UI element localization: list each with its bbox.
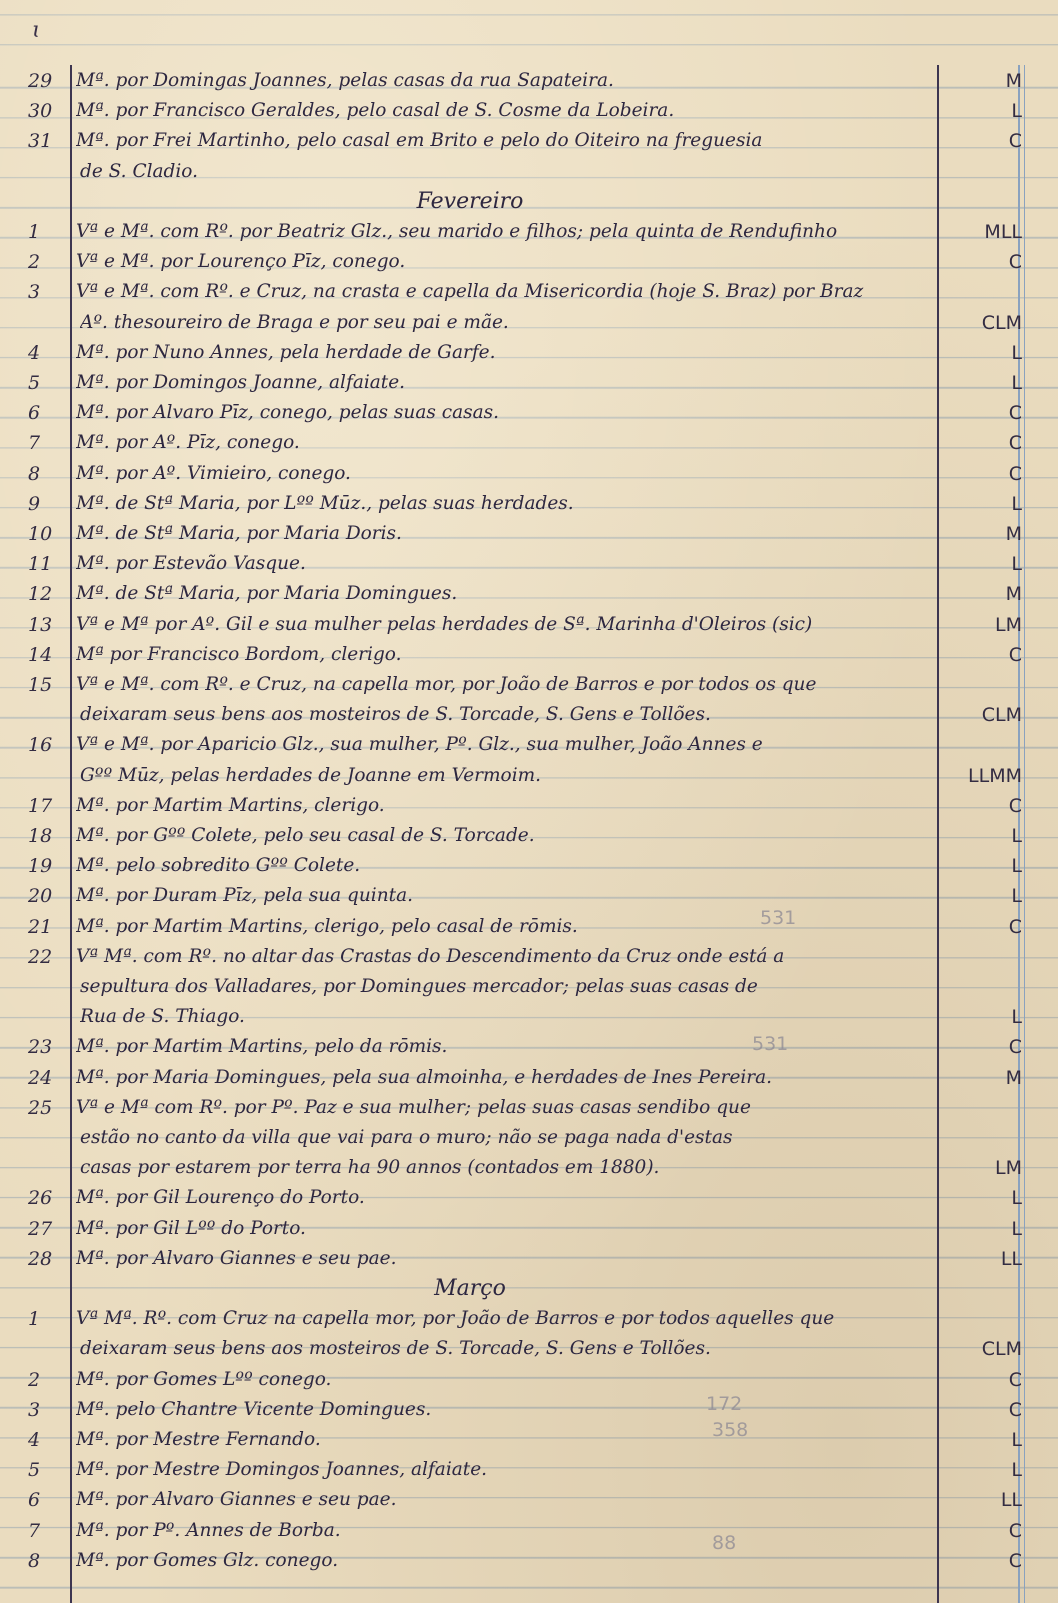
entry-text: Mª. por Alvaro Giannes e seu pae.: [76, 1489, 397, 1511]
entry-day-number: 4: [28, 1429, 41, 1451]
entry-text: Mª. por Gºº Colete, pelo seu casal de S. Torcade.: [76, 825, 535, 846]
ledger-row: [0, 1095, 1058, 1125]
entry-text: Rua de S. Thiago.: [80, 1006, 245, 1028]
ledger-row: [0, 128, 1058, 158]
entry-text: Mª. de Stª Maria, por Maria Doris.: [76, 523, 402, 544]
entry-text: Mª. de Stª Maria, por Lºº Mūz., pelas suas herdades.: [76, 492, 574, 514]
entry-text: Mª. por Gil Lºº do Porto.: [76, 1217, 306, 1239]
ledger-row: [0, 702, 1058, 732]
entry-text: Mª. de Stª Maria, por Maria Domingues.: [76, 583, 458, 605]
entry-day-number: 5: [28, 1459, 41, 1482]
entry-code: CLM: [981, 704, 1022, 727]
entry-day-number: 26: [28, 1187, 53, 1210]
ledger-row: [0, 1004, 1058, 1034]
entry-text: Vª e Mª. por Aparicio Glz., sua mulher, Pº. Glz., sua mulher, João Annes e: [76, 734, 763, 756]
entry-text: Mª. por Domingos Joanne, alfaiate.: [76, 372, 406, 393]
ledger-row: [0, 310, 1058, 340]
entry-code: MLL: [984, 221, 1022, 243]
ledger-row: [0, 1155, 1058, 1185]
month-heading: Fevereiro: [416, 188, 524, 214]
entry-text: Mª. por Gil Lourenço do Porto.: [76, 1187, 365, 1209]
entry-text: Mª. por Domingas Joannes, pelas casas da rua Sapateira.: [76, 70, 614, 91]
entry-text: deixaram seus bens aos mosteiros de S. Torcade, S. Gens e Tollões.: [80, 704, 711, 726]
entry-text: Mª. por Pº. Annes de Borba.: [76, 1519, 341, 1541]
ledger-row: [0, 883, 1058, 913]
entry-day-number: 20: [28, 885, 53, 908]
entry-text: de S. Cladio.: [80, 160, 199, 182]
ledger-row: [0, 1367, 1058, 1397]
entry-day-number: 24: [28, 1066, 53, 1089]
pencil-note: 88: [712, 1532, 737, 1554]
entry-text: Mª. por Alvaro Pīz, conego, pelas suas casas.: [76, 402, 500, 424]
entry-text: Vª e Mª. com Rº. e Cruz, na crasta e capella da Misericordia (hoje S. Braz) por Braz: [76, 281, 864, 303]
ledger-row: [0, 732, 1058, 762]
entry-code: L: [1011, 341, 1022, 364]
entry-day-number: 2: [28, 251, 41, 274]
entry-code: CLM: [981, 1338, 1022, 1361]
ledger-row: [0, 1487, 1058, 1517]
ledger-row: [0, 551, 1058, 581]
entry-day-number: 18: [28, 825, 53, 847]
entry-day-number: 22: [28, 945, 53, 968]
entry-text: estão no canto da villa que vai para o muro; não se paga nada d'estas: [80, 1127, 733, 1148]
entry-code: M: [1005, 523, 1022, 545]
entry-code: M: [1005, 70, 1022, 92]
entry-text: Vª e Mª. com Rº. e Cruz, na capella mor, por João de Barros e por todos os que: [76, 674, 817, 695]
entry-day-number: 3: [28, 281, 41, 304]
entry-code: L: [1011, 553, 1022, 576]
entry-code: C: [1008, 1549, 1022, 1572]
entry-day-number: 4: [28, 341, 41, 364]
entry-code: C: [1008, 1398, 1022, 1421]
entry-day-number: 10: [28, 523, 53, 545]
month-heading-row: [0, 189, 1058, 219]
entry-code: C: [1008, 130, 1022, 153]
entry-day-number: 3: [28, 1398, 41, 1421]
ledger-row: [0, 340, 1058, 370]
entry-text: Mª. pelo Chantre Vicente Domingues.: [76, 1398, 432, 1420]
ledger-row: [0, 612, 1058, 642]
entry-day-number: 15: [28, 674, 53, 696]
pencil-note: 358: [712, 1419, 749, 1441]
entry-text: Mª. por Mestre Domingos Joannes, alfaiate.: [76, 1459, 488, 1481]
entry-day-number: 12: [28, 583, 53, 606]
ledger-row: [0, 1216, 1058, 1246]
ledger-row: [0, 461, 1058, 491]
ledger-row: [0, 1336, 1058, 1366]
entry-text: Mª. por Gomes Glz. conego.: [76, 1549, 339, 1571]
entry-code: M: [1005, 1066, 1022, 1089]
ledger-row: [0, 823, 1058, 853]
ledger-row: [0, 1125, 1058, 1155]
entry-code: C: [1008, 643, 1022, 666]
ledger-row: [0, 1065, 1058, 1095]
entry-code: C: [1008, 915, 1022, 938]
entry-text: sepultura dos Valladares, por Domingues mercador; pelas suas casas de: [80, 976, 758, 997]
entry-day-number: 7: [28, 1519, 41, 1542]
entry-text: Mª. por Martim Martins, clerigo, pelo casal de rōmis.: [76, 915, 578, 937]
ledger-row: [0, 1246, 1058, 1276]
pencil-note: 172: [706, 1393, 743, 1415]
entry-code: C: [1008, 1368, 1022, 1391]
ledger-row: [0, 853, 1058, 883]
entry-text: casas por estarem por terra ha 90 annos (contados em 1880).: [80, 1157, 660, 1179]
ledger-row: [0, 521, 1058, 551]
ledger-row: [0, 159, 1058, 189]
entry-code: CLM: [981, 311, 1022, 334]
entry-code: L: [1011, 825, 1022, 847]
ledger-row: [0, 1548, 1058, 1578]
page-corner-mark: ɩ: [32, 18, 41, 43]
ledger-row: [0, 793, 1058, 823]
entry-text: Mª. por Duram Pīz, pela sua quinta.: [76, 885, 413, 907]
entry-text: Mª. pelo sobredito Gºº Colete.: [76, 855, 361, 877]
entry-text: Mª. por Mestre Fernando.: [76, 1429, 321, 1450]
entry-code: L: [1011, 100, 1022, 123]
entry-text: Vª e Mª por Aº. Gil e sua mulher pelas herdades de Sª. Marinha d'Oleiros (sic): [76, 613, 813, 635]
entry-day-number: 7: [28, 432, 41, 455]
entry-text: Vª e Mª com Rº. por Pº. Paz e sua mulher; pelas suas casas sendibo que: [76, 1096, 751, 1118]
entry-day-number: 29: [28, 70, 53, 92]
entry-code: C: [1008, 402, 1022, 425]
entry-day-number: 23: [28, 1036, 53, 1059]
ledger-row: [0, 672, 1058, 702]
ledger-row: [0, 944, 1058, 974]
pencil-note: 531: [752, 1033, 789, 1055]
ledger-row: [0, 1034, 1058, 1064]
entry-text: Mª. por Maria Domingues, pela sua almoinha, e herdades de Ines Pereira.: [76, 1066, 773, 1088]
entry-code: M: [1005, 583, 1022, 606]
entry-code: C: [1008, 1519, 1022, 1542]
ledger-row: [0, 219, 1058, 249]
ledger-row: [0, 98, 1058, 128]
ledger-row: [0, 249, 1058, 279]
ledger-row: [0, 974, 1058, 1004]
entry-day-number: 14: [28, 643, 53, 666]
entry-text: Vª Mª. com Rº. no altar das Crastas do Descendimento da Cruz onde está a: [76, 945, 785, 967]
entry-text: Mª. por Martim Martins, pelo da rōmis.: [76, 1036, 448, 1058]
entry-day-number: 21: [28, 915, 53, 938]
entry-day-number: 30: [28, 100, 53, 123]
entry-day-number: 8: [28, 1549, 41, 1572]
entry-day-number: 6: [28, 402, 41, 425]
entry-code: C: [1008, 794, 1022, 817]
entry-text: Mª. por Alvaro Giannes e seu pae.: [76, 1247, 397, 1269]
entry-text: Mª. por Aº. Vimieiro, conego.: [76, 462, 351, 484]
entry-text: Mª. por Gomes Lºº conego.: [76, 1368, 332, 1390]
entry-text: Mª. por Estevão Vasque.: [76, 553, 306, 575]
entry-day-number: 27: [28, 1217, 53, 1240]
entry-text: Vª e Mª. por Lourenço Pīz, conego.: [76, 251, 406, 273]
entry-text: deixaram seus bens aos mosteiros de S. Torcade, S. Gens e Tollões.: [80, 1338, 711, 1360]
entry-code: L: [1011, 855, 1022, 878]
ledger-row: [0, 642, 1058, 672]
entry-day-number: 8: [28, 462, 41, 485]
entry-day-number: 28: [28, 1247, 53, 1270]
ledger-row: [0, 1185, 1058, 1215]
entry-text: Mª. por Martim Martins, clerigo.: [76, 794, 385, 816]
entry-day-number: 11: [28, 553, 53, 576]
ledger-row: [0, 1457, 1058, 1487]
entry-text: Mª. por Francisco Geraldes, pelo casal de S. Cosme da Lobeira.: [76, 100, 675, 122]
entry-code: L: [1011, 372, 1022, 394]
entry-code: LL: [1000, 1489, 1022, 1512]
ledger-row: [0, 1306, 1058, 1336]
ledger-row: [0, 1397, 1058, 1427]
entry-code: LL: [1000, 1247, 1022, 1270]
entry-code: LM: [995, 1157, 1022, 1180]
entry-day-number: 17: [28, 794, 53, 817]
entry-code: L: [1011, 1187, 1022, 1210]
ledger-row: [0, 1427, 1058, 1457]
ledger-row: [0, 914, 1058, 944]
entry-code: C: [1008, 1036, 1022, 1059]
ledger-row: [0, 430, 1058, 460]
entry-code: L: [1011, 885, 1022, 908]
entry-day-number: 6: [28, 1489, 41, 1512]
entry-day-number: 5: [28, 372, 41, 394]
ledger-row: [0, 763, 1058, 793]
entry-code: C: [1008, 251, 1022, 274]
ledger-row: [0, 68, 1058, 98]
entry-text: Mª por Francisco Bordom, clerigo.: [76, 643, 402, 665]
entry-text: Vª e Mª. com Rº. por Beatriz Glz., seu marido e filhos; pela quinta de Rendufinho: [76, 221, 838, 242]
entry-text: Vª Mª. Rº. com Cruz na capella mor, por João de Barros e por todos aquelles que: [76, 1308, 835, 1330]
entry-code: L: [1011, 1429, 1022, 1451]
entry-text: Gºº Mūz, pelas herdades de Joanne em Vermoim.: [80, 764, 542, 786]
entry-text: Aº. thesoureiro de Braga e por seu pai e mãe.: [80, 311, 509, 333]
ledger-row: [0, 491, 1058, 521]
entry-code: C: [1008, 432, 1022, 455]
entry-day-number: 1: [28, 1308, 41, 1331]
ledger-row: [0, 370, 1058, 400]
entry-day-number: 25: [28, 1096, 53, 1119]
entry-text: Mª. por Nuno Annes, pela herdade de Garfe.: [76, 341, 496, 363]
ledger-row: [0, 1518, 1058, 1548]
entry-code: LM: [995, 613, 1022, 636]
entry-day-number: 19: [28, 855, 53, 878]
ledger-row: [0, 400, 1058, 430]
entry-code: L: [1011, 1459, 1022, 1482]
entry-code: C: [1008, 462, 1022, 485]
entry-day-number: 1: [28, 221, 41, 243]
entry-code: L: [1011, 1006, 1022, 1029]
entry-day-number: 9: [28, 492, 41, 515]
entry-code: LLMM: [968, 764, 1022, 787]
entry-day-number: 13: [28, 613, 53, 636]
pencil-note: 531: [760, 907, 797, 929]
ledger-row: [0, 581, 1058, 611]
month-heading-row: [0, 1276, 1058, 1306]
entry-code: L: [1011, 1217, 1022, 1240]
entry-day-number: 2: [28, 1368, 41, 1391]
month-heading: Março: [434, 1276, 506, 1301]
entry-text: Mª. por Frei Martinho, pelo casal em Brito e pelo do Oiteiro na freguesia: [76, 130, 763, 152]
ledger-row: [0, 279, 1058, 309]
entry-text: Mª. por Aº. Pīz, conego.: [76, 432, 300, 454]
entry-day-number: 31: [28, 130, 53, 153]
entry-day-number: 16: [28, 734, 53, 757]
entry-code: L: [1011, 492, 1022, 515]
